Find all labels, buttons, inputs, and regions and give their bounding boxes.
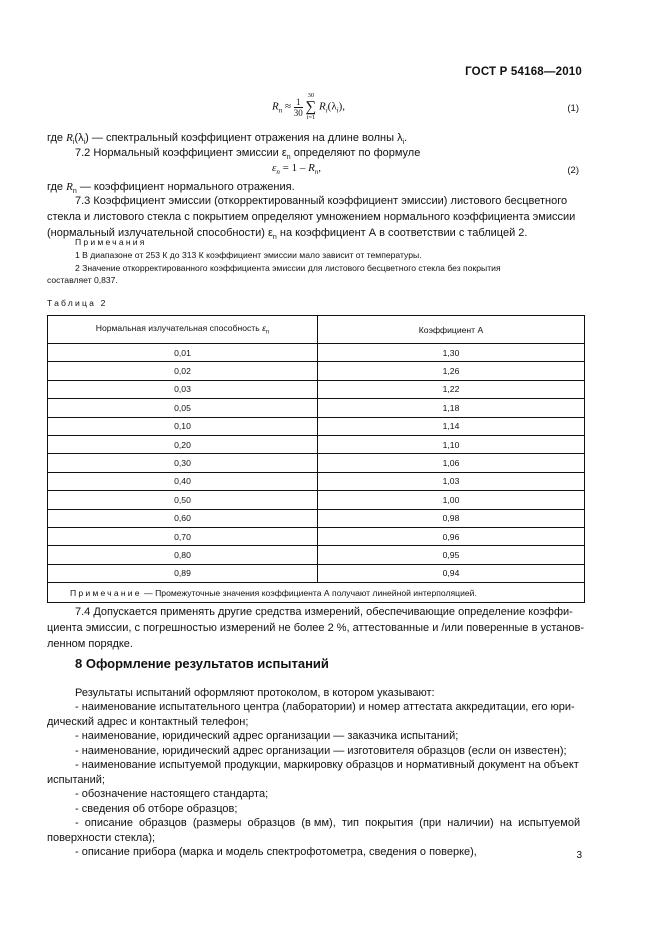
- note-1: 1 В диапазоне от 253 К до 313 К коэффициент эмиссии мало зависит от температуры.: [75, 250, 422, 260]
- table-row: [48, 362, 585, 380]
- table-caption: [47, 297, 108, 309]
- list-item: - наименование испытуемой продукции, маркировку образцов и нормативный документ на объект: [75, 759, 579, 771]
- cell-coefficient: 1,22: [318, 380, 585, 398]
- paragraph-text: определяют по формуле: [290, 147, 421, 159]
- notes-title: [75, 236, 147, 248]
- formula-operator: ≈: [284, 100, 292, 113]
- table-row: [48, 527, 585, 545]
- table-header-row: [48, 316, 585, 344]
- where-word: где: [47, 132, 64, 144]
- table-row: [48, 491, 585, 509]
- cell-coefficient: 0,96: [318, 527, 585, 545]
- sum-upper-limit: 30: [307, 92, 315, 99]
- list-item: - наименование, юридический адрес организации — заказчика испытаний;: [75, 730, 459, 742]
- cell-coefficient: 1,10: [318, 435, 585, 453]
- sum-lower-limit: i=1: [306, 114, 316, 121]
- equation-number-2: (2): [567, 165, 579, 176]
- symbol: R: [66, 132, 73, 144]
- column-header-coefficient: Коэффициент А: [318, 316, 585, 344]
- data-table: [47, 315, 585, 603]
- symbol-subscript: i: [83, 139, 86, 147]
- note-2-line-1: 2 Значение откорректированного коэффициента эмиссии для листового бесцветного стекла без покрытия: [75, 263, 501, 273]
- formula-term: 1 –: [291, 162, 309, 174]
- cell-coefficient: 1,26: [318, 362, 585, 380]
- paragraph-text: 7.2 Нормальный коэффициент эмиссии: [75, 147, 282, 159]
- formula-symbol: R: [272, 100, 279, 113]
- equation-number-1: (1): [567, 103, 579, 114]
- table-note: [48, 583, 585, 603]
- where-word: где: [47, 181, 64, 193]
- formula-argument: (λ: [327, 100, 337, 113]
- formula-argument-close: ),: [338, 100, 346, 113]
- cell-emissivity: 0,89: [48, 564, 318, 582]
- cell-emissivity: 0,80: [48, 546, 318, 564]
- list-item: - наименование, юридический адрес организации — изготовителя образцов (если он известен);: [75, 744, 567, 757]
- cell-emissivity: 0,30: [48, 454, 318, 472]
- formula-1: [272, 92, 345, 122]
- paragraph-line: 7.4 Допускается применять другие средства измерений, обеспечивающие определение коэффи-: [75, 606, 573, 618]
- cell-emissivity: 0,03: [48, 380, 318, 398]
- formula-subscript: i: [336, 106, 339, 115]
- symbol-argument: (λ: [74, 132, 84, 144]
- cell-emissivity: 0,40: [48, 472, 318, 490]
- symbol: ε: [281, 147, 287, 159]
- explanation-text: — коэффициент нормального отражения.: [76, 181, 295, 193]
- paragraph-7-2: [75, 146, 420, 165]
- symbol: R: [66, 181, 73, 193]
- table-note-text: — Промежуточные значения коэффициента А получают линейной интерполяцией.: [141, 587, 477, 598]
- fraction-denominator: 30: [293, 107, 303, 118]
- table-row: [48, 472, 585, 490]
- table-row: [48, 564, 585, 582]
- formula-2: [272, 162, 321, 176]
- table-row: [48, 435, 585, 453]
- paragraph-7-4: [47, 605, 585, 651]
- protocol-items-list: [47, 700, 585, 860]
- list-item: - описание образцов (размеры образцов (в мм), тип покрытия (при наличии) на испытуемой: [75, 817, 581, 829]
- table-caption-text: Таблица 2: [47, 298, 108, 308]
- symbol-subscript: n: [272, 234, 277, 242]
- symbol-subscript: n: [286, 154, 291, 162]
- cell-emissivity: 0,10: [48, 417, 318, 435]
- list-item: - обозначение настоящего стандарта;: [75, 788, 269, 800]
- paragraph-text: (нормальный излучательной способности): [47, 227, 268, 239]
- formula-operator: =: [279, 162, 292, 174]
- cell-emissivity: 0,01: [48, 344, 318, 362]
- paragraph-text: на коэффициент А в соответствии с таблицей 2.: [276, 227, 528, 239]
- list-item: - сведения об отборе образцов;: [75, 802, 238, 815]
- cell-coefficient: 1,06: [318, 454, 585, 472]
- paragraph-line: 7.3 Коэффициент эмиссии (откорректированный коэффициент эмиссии) листового бесцветного: [75, 195, 568, 207]
- cell-emissivity: 0,60: [48, 509, 318, 527]
- formula-fraction: [294, 97, 303, 118]
- table-row: [48, 399, 585, 417]
- table-row: [48, 454, 585, 472]
- cell-emissivity: 0,20: [48, 435, 318, 453]
- cell-emissivity: 0,02: [48, 362, 318, 380]
- document-id: ГОСТ Р 54168—2010: [465, 66, 582, 78]
- punctuation: ,: [318, 162, 322, 174]
- cell-coefficient: 1,14: [318, 417, 585, 435]
- paragraph-line: циента эмиссии, с погрешностью измерений не более 2 %, аттестованные и /или поверенные в установ-: [47, 622, 585, 634]
- table-row: [48, 380, 585, 398]
- cell-coefficient: 1,00: [318, 491, 585, 509]
- cell-emissivity: 0,70: [48, 527, 318, 545]
- paragraph-line: ленном порядке.: [47, 638, 133, 650]
- formula-symbol: ε: [272, 162, 277, 174]
- notes-title-text: Примечания: [75, 237, 147, 247]
- formula-subscript: n: [314, 168, 319, 177]
- formula-symbol: R: [308, 162, 315, 174]
- cell-coefficient: 1,30: [318, 344, 585, 362]
- table-row: [48, 344, 585, 362]
- formula-subscript: i: [325, 106, 328, 115]
- formula-symbol: R: [318, 100, 326, 113]
- section-heading: 8 Оформление результатов испытаний: [75, 656, 329, 671]
- symbol-argument-close: ): [85, 132, 89, 144]
- column-header-text: Нормальная излучательная способность: [95, 323, 260, 334]
- section-intro: Результаты испытаний оформляют протоколом, в котором указывают:: [75, 687, 435, 699]
- symbol-subscript: i: [72, 139, 75, 147]
- note-2-line-2: составляет 0,837.: [47, 275, 118, 285]
- list-item: испытаний;: [47, 773, 105, 786]
- cell-coefficient: 1,03: [318, 472, 585, 490]
- symbol-subscript: n: [72, 188, 77, 196]
- table-row: [48, 509, 585, 527]
- list-item: дический адрес и контактный телефон;: [47, 715, 249, 728]
- sum-sign: ∑: [305, 99, 317, 115]
- list-item: - наименование испытательного центра (лаборатории) и номер аттестата аккредитации, его юри-: [75, 701, 575, 713]
- symbol: ε: [268, 227, 273, 239]
- column-header-emissivity: [48, 316, 318, 344]
- cell-coefficient: 0,94: [318, 564, 585, 582]
- table-note-label: Примечание: [70, 587, 142, 598]
- explanation-text: — спектральный коэффициент отражения на длине волны: [88, 132, 398, 144]
- formula-subscript: n: [278, 106, 283, 115]
- cell-emissivity: 0,05: [48, 399, 318, 417]
- list-item: - описание прибора (марка и модель спектрофотометра, сведения о поверке),: [75, 846, 477, 858]
- symbol-subscript: n: [265, 329, 270, 336]
- table-row: [48, 417, 585, 435]
- paragraph-line: стекла и листового стекла с покрытием определяют умножением нормального коэффициента эмиссии: [47, 211, 576, 223]
- symbol: λ: [397, 132, 403, 144]
- table-row: [48, 546, 585, 564]
- list-item: поверхности стекла);: [47, 831, 156, 844]
- punctuation: .: [404, 132, 408, 144]
- cell-emissivity: 0,50: [48, 491, 318, 509]
- table-note-row: [48, 583, 585, 603]
- cell-coefficient: 0,98: [318, 509, 585, 527]
- cell-coefficient: 1,18: [318, 399, 585, 417]
- cell-coefficient: 0,95: [318, 546, 585, 564]
- fraction-numerator: 1: [294, 97, 303, 108]
- formula-sum: [306, 92, 317, 122]
- page-number: 3: [576, 850, 582, 861]
- symbol: ε: [262, 323, 266, 334]
- symbol-subscript: i: [402, 139, 405, 147]
- formula-subscript: n: [276, 168, 280, 177]
